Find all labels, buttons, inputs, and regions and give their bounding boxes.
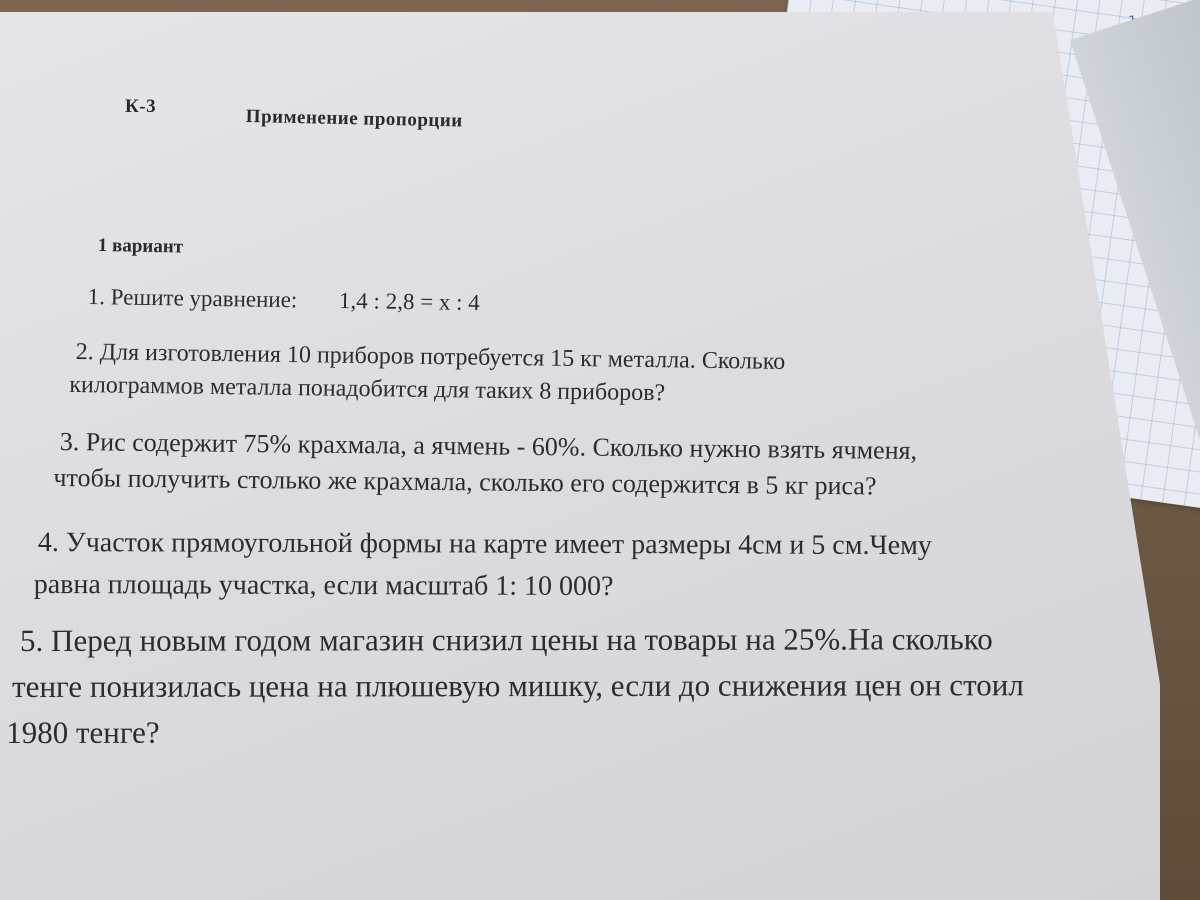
task-5	[6, 616, 1024, 756]
task-text: Перед новым годом магазин снизил цены на товары на 25%.На сколько	[51, 621, 993, 658]
task-line: чтобы получить столько же крахмала, сколько его содержится в 5 кг риса?	[53, 462, 877, 501]
task-4	[33, 522, 932, 609]
task-line	[20, 616, 1024, 664]
task-number: 2.	[75, 338, 94, 366]
worksheet-title: Применение пропорции	[245, 106, 463, 132]
task-line: равна площадь участка, если масштаб 1: 10 000?	[33, 568, 614, 603]
task-1	[88, 284, 480, 316]
task-number: 3.	[59, 426, 80, 457]
task-text: Решите уравнение:	[110, 284, 298, 313]
task-line	[38, 522, 932, 567]
task-3	[53, 424, 918, 505]
worksheet-code: К-3	[125, 96, 157, 117]
task-text: Для изготовления 10 приборов потребуется 15 кг металла. Сколько	[99, 339, 786, 375]
task-line: тенге понизилась цена на плюшевую мишку, если до снижения цен он стоил	[12, 667, 1024, 705]
task-2	[69, 336, 786, 412]
variant-label: 1 вариант	[97, 235, 184, 258]
task-text: Участок прямоугольной формы на карте имеет размеры 4см и 5 см.Чему	[65, 527, 932, 562]
task-number: 4.	[37, 527, 59, 559]
task-line: килограммов металла понадобится для таких 8 приборов?	[69, 371, 666, 407]
task-text: Рис содержит 75% крахмала, а ячмень - 60%. Сколько нужно взять ячменя,	[85, 427, 918, 465]
task-line: 1980 тенге?	[6, 714, 160, 751]
task-number: 1.	[87, 284, 106, 310]
task-number: 5.	[20, 622, 44, 658]
task-equation: 1,4 : 2,8 = х : 4	[338, 287, 480, 316]
